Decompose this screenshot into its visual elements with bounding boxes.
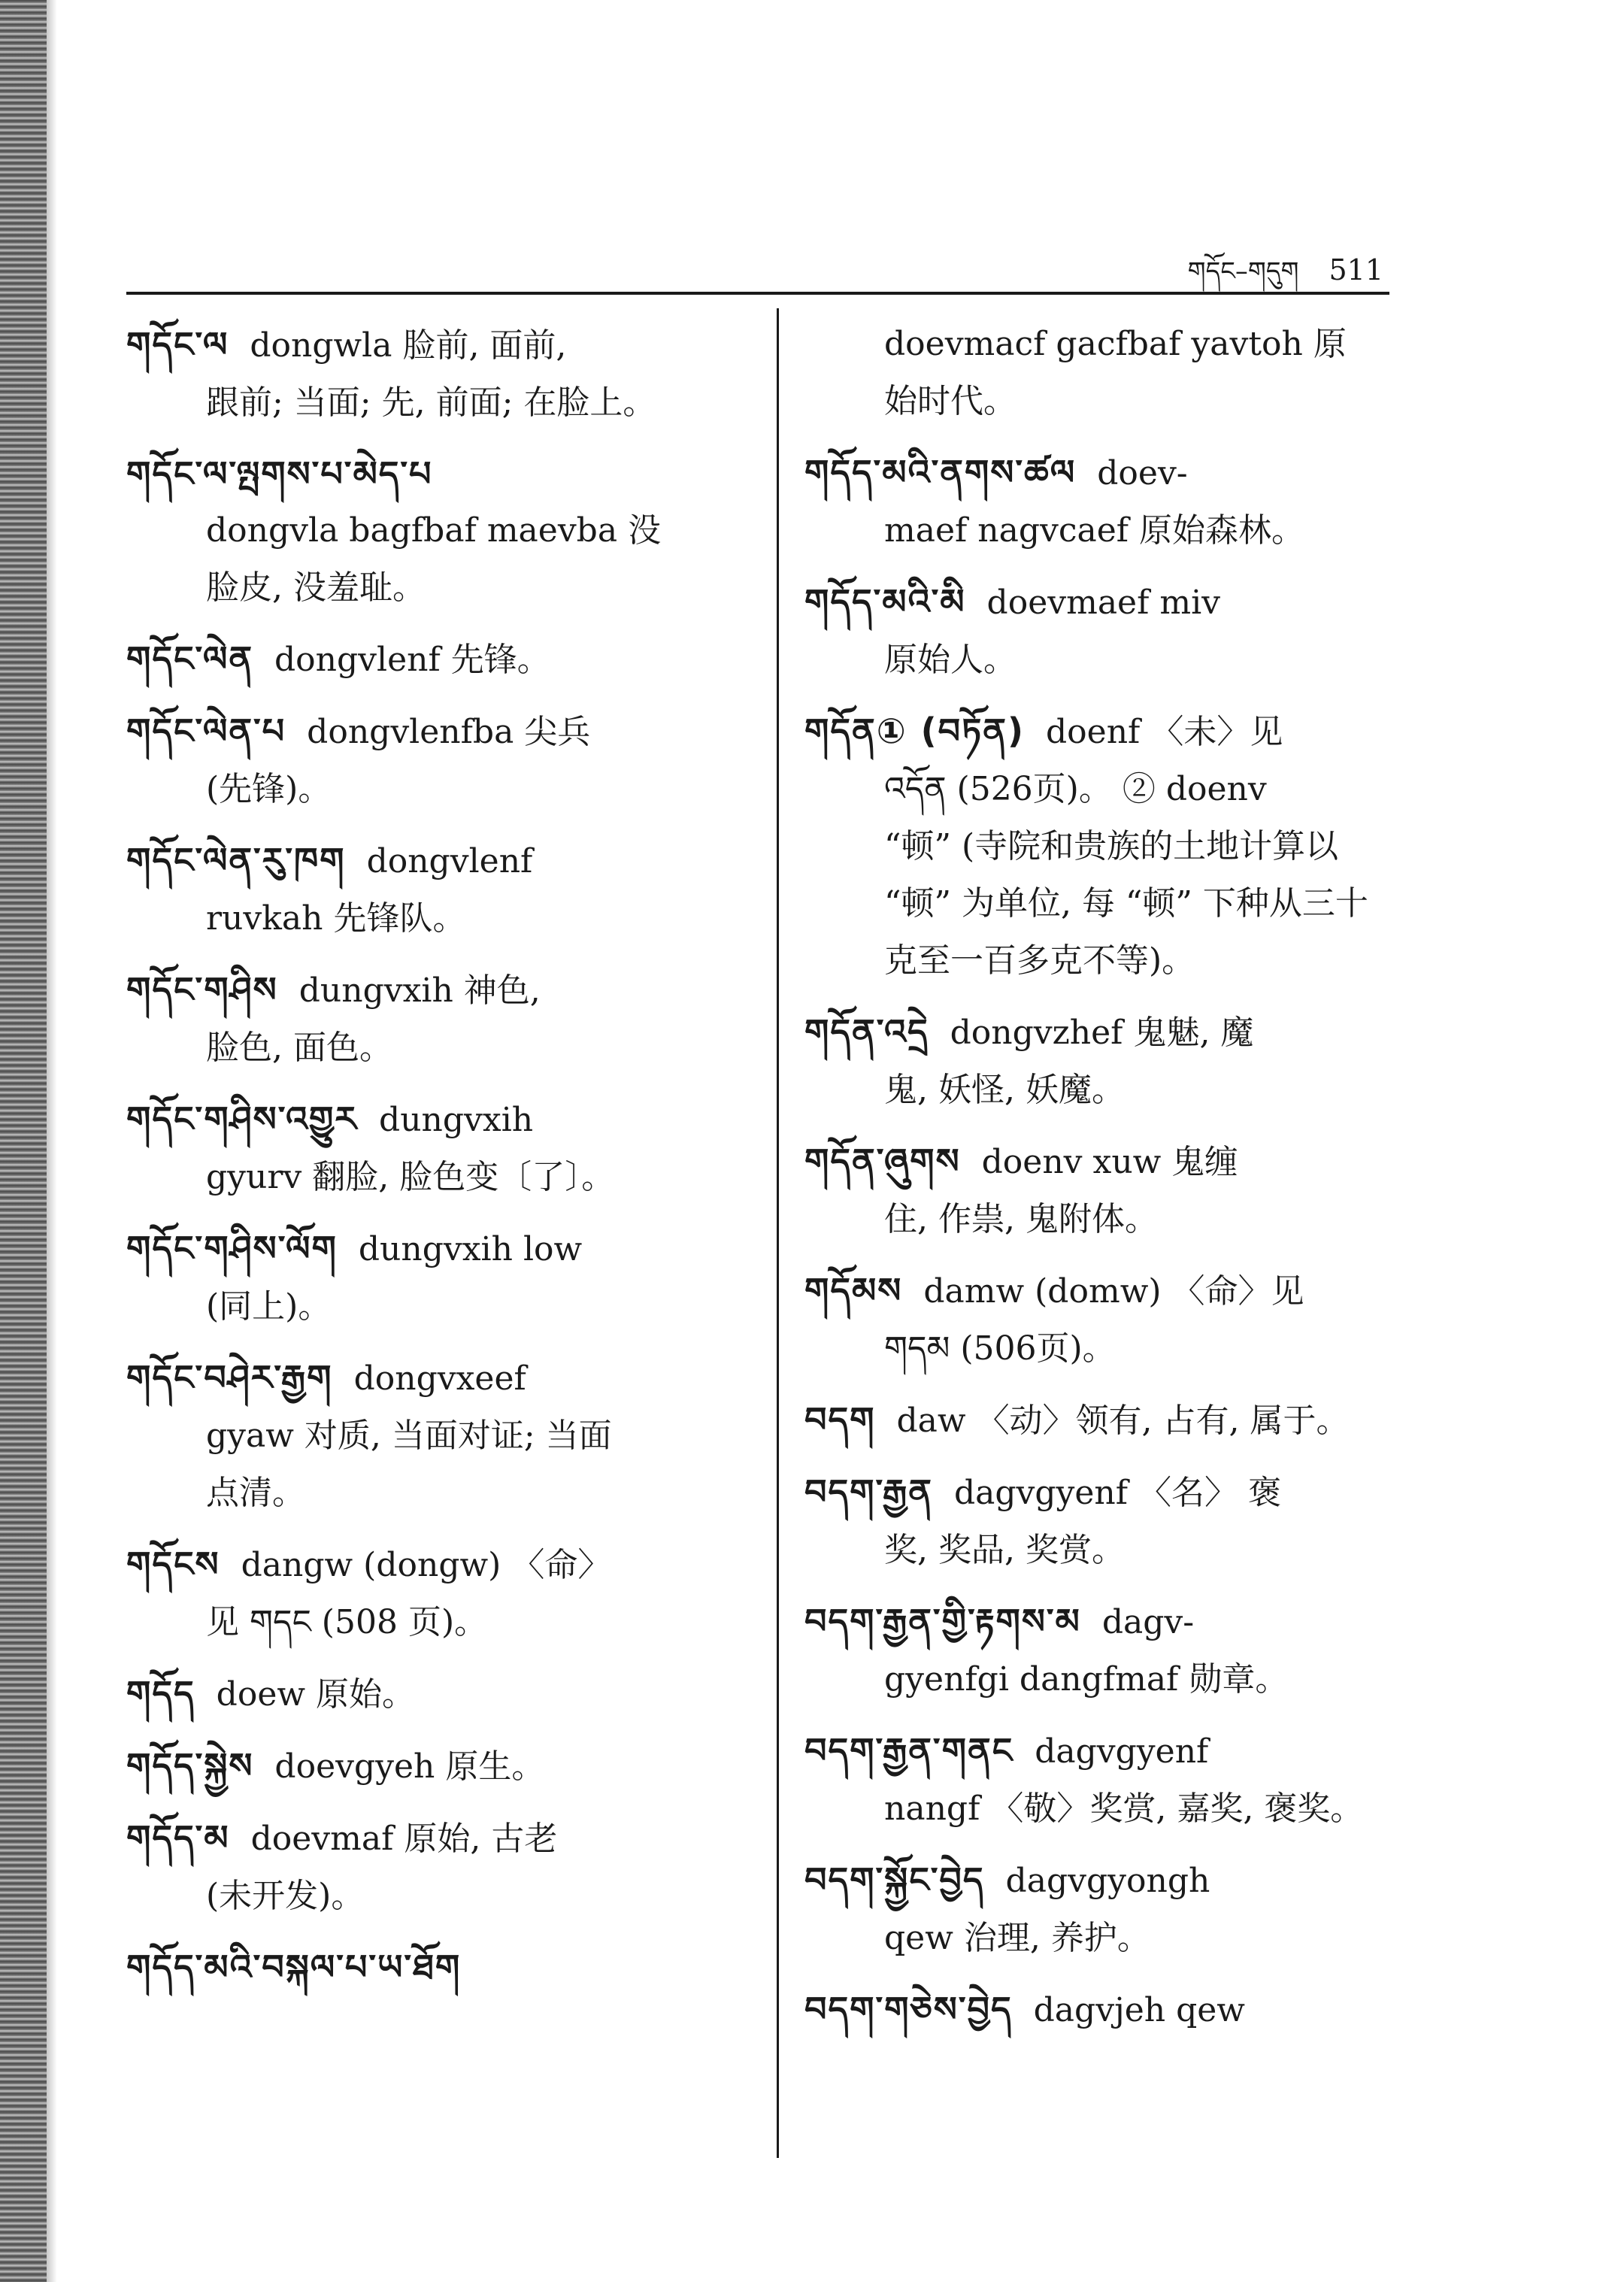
entry-continuation-line: gyurv 翻脸, 脸色变〔了〕。 [206,1158,615,1196]
entry-first-line [804,1132,1440,1191]
page-range: གདོང–གདུག [1187,256,1299,286]
dictionary-entry [804,1593,1440,1708]
entry-continuation-line: doevmacf gacfbaf yavtoh 原 [884,325,1347,363]
dictionary-entry [126,1349,750,1522]
entry-continuation-line: maef nagvcaef 原始森林。 [884,511,1305,550]
entry-continuation-line: dongvla bagfbaf maevba 没 [206,511,662,550]
dictionary-entry [804,702,1440,989]
dictionary-entry [804,444,1440,559]
tibetan-headword: གདོང་གཤིས [126,969,278,1010]
dictionary-entry [126,630,750,689]
dictionary-entry [804,1003,1440,1119]
entry-gloss: dongvxeef [353,1359,526,1398]
tibetan-headword: བདག་རྒྱན [804,1471,933,1512]
tibetan-headword: གདོང་ལེན་པ [126,711,286,751]
entry-continuation-line: “顿” (寺院和贵族的土地计算以 [884,827,1339,865]
dictionary-entry [804,1132,1440,1248]
dictionary-entry [804,1722,1440,1838]
tibetan-headword: གདོང་བཤེར་རྒྱག [126,1357,333,1398]
entry-continuation-line: nangf 〈敬〉奖赏, 嘉奖, 褒奖。 [884,1790,1364,1828]
tibetan-headword: གདོང་ལེན་རུ་ཁག [126,840,346,880]
tibetan-headword: བདག [804,1399,876,1440]
dictionary-entry [126,961,750,1077]
entry-gloss: doevmaef miv [986,583,1221,622]
entry-gloss: doenf 〈未〉见 [1046,713,1283,751]
tibetan-headword: བདག་རྒྱན་གྱི་རྟགས་མ [804,1601,1081,1641]
entry-first-line [126,445,750,502]
dictionary-entry [126,1090,750,1206]
entry-gloss: doenv xuw 鬼缠 [981,1143,1238,1181]
entry-gloss: dongvlenfba 尖兵 [307,713,591,751]
entry-continuation-line: gyenfgi dangfmaf 勋章。 [884,1660,1289,1699]
entry-continuation-line: qew 治理, 养护。 [884,1919,1150,1957]
dictionary-entry [126,445,750,617]
entry-first-line [126,1220,750,1278]
entry-first-line [804,1722,1440,1780]
entry-continuation-line: 点清。 [206,1474,305,1512]
entry-first-line [126,1938,750,1996]
entry-gloss: daw 〈动〉领有, 占有, 属于。 [896,1402,1350,1440]
entry-first-line [804,1262,1440,1320]
tibetan-headword: གདོང་ལེན [126,638,253,679]
entry-continuation-line: ruvkah 先锋队。 [206,899,466,938]
tibetan-headword: གདོན་འདྲེ [804,1011,929,1052]
entry-gloss: doevmaf 原始, 古老 [250,1820,558,1858]
entry-first-line [126,316,750,374]
dictionary-entry [804,1262,1440,1377]
tibetan-headword: གདོན་ཞུགས [804,1141,961,1181]
entry-first-line [804,1851,1440,1910]
entry-gloss: dagv- [1101,1603,1195,1641]
tibetan-headword: གདོད་མ [126,1817,230,1858]
tibetan-headword: གདོང་ལ [126,324,229,365]
entry-first-line [804,1003,1440,1062]
entry-gloss: dagvgyongh [1005,1862,1210,1900]
entry-continuation-line: gyaw 对质, 当面对证; 当面 [206,1417,612,1455]
tibetan-headword: གདོམས [804,1270,903,1311]
dictionary-entry [126,1535,750,1651]
entry-gloss: dungvxih [379,1101,534,1139]
left-column [126,316,750,2009]
entry-first-line [126,702,750,761]
entry-gloss: dongvlenf [366,842,533,880]
tibetan-headword: གདོད [126,1673,195,1714]
entry-first-line [804,1593,1440,1651]
tibetan-headword: གདོང་གཤིས་འགྱུར [126,1099,359,1139]
entry-gloss: dungvxih low [358,1230,583,1268]
entry-first-line [126,1090,750,1149]
tibetan-headword: གདོད་མའི་ནགས་ཚལ [804,452,1077,492]
right-column [804,316,1440,2053]
entry-gloss: doev- [1097,454,1188,492]
tibetan-headword: གདོད་མའི་མི [804,581,966,622]
entry-continuation-line: (同上)。 [206,1287,332,1326]
entry-gloss: dagvgyenf [1035,1732,1209,1771]
entry-continuation-line: 原始人。 [884,641,1017,679]
entry-first-line [126,1349,750,1408]
tibetan-headword: བདག་རྒྱན་གནང [804,1730,1014,1771]
tibetan-headword: བདག་སྐྱོང་བྱེད [804,1859,985,1900]
entry-continuation-line: 脸皮, 没羞耻。 [206,568,426,607]
entry-continuation-line: 脸色, 面色。 [206,1029,392,1067]
entry-gloss: doew 原始。 [216,1675,415,1714]
dictionary-entry [126,1737,750,1796]
tibetan-headword: གདོད་སྐྱེས [126,1745,254,1786]
entry-first-line [126,1809,750,1868]
entry-continuation-line: (未开发)。 [206,1877,365,1915]
dictionary-entry [126,316,750,432]
dictionary-entry [126,1220,750,1335]
dictionary-entry [804,316,1440,430]
entry-first-line [126,961,750,1020]
tibetan-headword: གདོང་གཤིས་ལོག [126,1228,338,1268]
entry-gloss: doevgyeh 原生。 [274,1747,545,1786]
dictionary-entry [126,832,750,947]
header-rule [126,292,1389,295]
entry-gloss: dagvgyenf 〈名〉 褒 [953,1474,1282,1512]
entry-first-line [804,1391,1440,1450]
entry-continuation-line: 鬼, 妖怪, 妖魔。 [884,1071,1125,1109]
entry-gloss: dangw (dongw) 〈命〉 [241,1546,611,1584]
tibetan-headword: གདོངས [126,1544,220,1584]
entry-gloss: dongvzhef 鬼魅, 魔 [950,1014,1254,1052]
entry-gloss: damw (domw) 〈命〉见 [923,1272,1304,1311]
entry-gloss: dongvlenf 先锋。 [274,641,550,679]
entry-first-line [126,832,750,890]
entry-first-line [804,702,1440,761]
tibetan-headword: བདག་གཅེས་བྱེད [804,1989,1013,2029]
dictionary-entry [126,1938,750,1996]
entry-continuation-line: གདམ (506页)。 [884,1329,1116,1368]
dictionary-entry [804,1391,1440,1450]
entry-first-line [804,1980,1440,2039]
entry-continuation-line: 奖, 奖品, 奖赏。 [884,1531,1125,1569]
entry-gloss: dongwla 脸前, 面前, [250,326,567,365]
column-divider [777,308,779,2158]
entry-continuation-line: 克至一百多克不等)。 [884,941,1195,980]
entry-first-line [126,1737,750,1796]
dictionary-entry [126,1665,750,1723]
dictionary-entry [804,1980,1440,2039]
entry-first-line [126,630,750,689]
entry-first-line [804,1463,1440,1522]
tibetan-headword: གདོད་མའི་བསྐལ་པ་ཡ་ཐོག [126,1947,462,1987]
entry-gloss: dagvjeh qew [1033,1991,1245,2029]
entry-first-line [126,1535,750,1594]
entry-continuation-line: 始时代。 [884,382,1017,420]
book-spine-shadow [0,0,47,2282]
dictionary-entry [126,1809,750,1925]
entry-first-line [804,573,1440,632]
dictionary-entry [126,702,750,818]
dictionary-entry [804,1463,1440,1579]
tibetan-headword: གདོན① (བཏོན) [804,711,1026,751]
running-head [1105,242,1383,314]
entry-continuation-line: 见 གདང (508 页)。 [206,1603,488,1641]
dictionary-entry [804,573,1440,689]
page-number: 511 [1329,253,1383,286]
entry-first-line [804,444,1440,502]
entry-continuation-line: འདོན (526页)。 ② doenv [884,770,1267,808]
dictionary-entry [804,1851,1440,1967]
entry-continuation-line: (先锋)。 [206,770,332,808]
entry-continuation-line: 住, 作祟, 鬼附体。 [884,1200,1158,1238]
tibetan-headword: གདོང་ལ་ལྤགས་པ་མེད་པ [126,453,433,494]
entry-continuation-line: “顿” 为单位, 每 “顿” 下种从三十 [884,884,1368,923]
entry-gloss: dungvxih 神色, [298,971,541,1010]
entry-continuation-line: 跟前; 当面; 先, 前面; 在脸上。 [206,383,656,422]
entry-first-line [126,1665,750,1723]
